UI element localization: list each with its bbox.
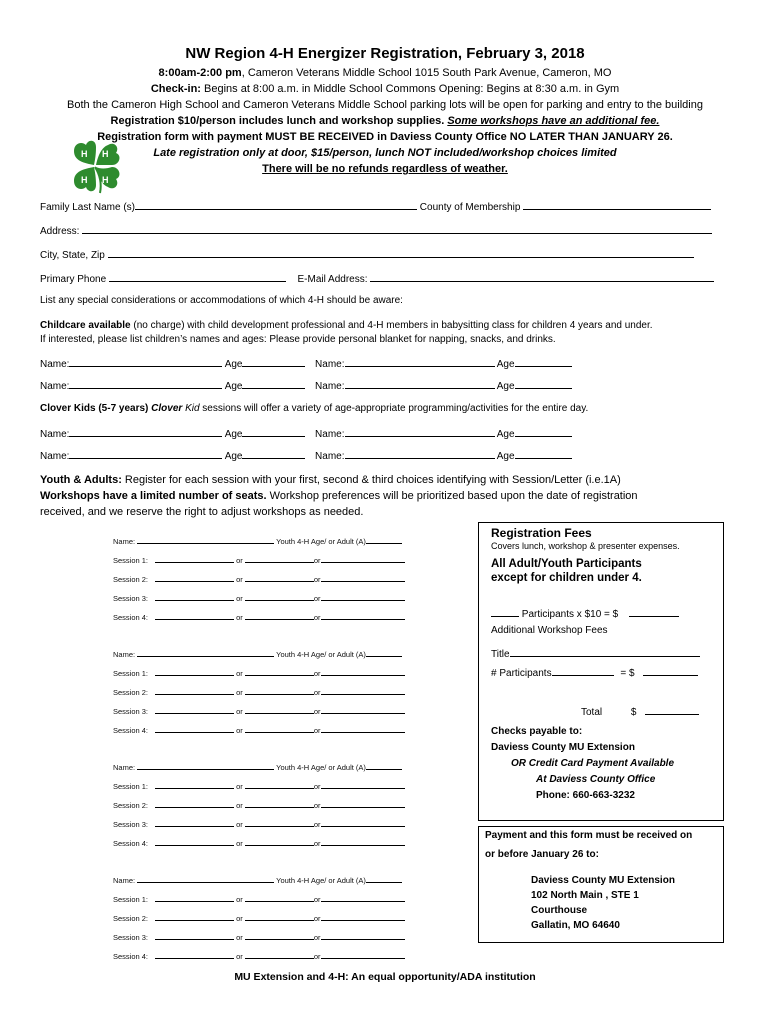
- youth-adults-info: [40, 474, 621, 486]
- or-label: or: [236, 895, 243, 904]
- registrant-row: [113, 535, 402, 546]
- session-label: Session 3:: [113, 594, 149, 603]
- session-choice-3-field[interactable]: [321, 573, 405, 582]
- or-label: or: [236, 801, 243, 810]
- childcare-label: Childcare available: [40, 320, 131, 331]
- session-label: Session 2:: [113, 575, 149, 584]
- clover-name-label: Name:: [40, 429, 70, 440]
- registrant-name-field[interactable]: [137, 874, 274, 883]
- session-choice-1-field[interactable]: [155, 912, 234, 921]
- or-label: or: [236, 782, 243, 791]
- mail-address-3: Courthouse: [531, 905, 588, 916]
- session-choice-3-field[interactable]: [321, 818, 405, 827]
- session-row: [113, 686, 405, 697]
- title-label: Title: [491, 649, 510, 660]
- session-choice-3-field[interactable]: [321, 950, 405, 959]
- child-age-field[interactable]: [242, 377, 305, 389]
- session-choice-2-field[interactable]: [245, 799, 314, 808]
- office-phone: Phone: 660-663-3232: [536, 790, 635, 801]
- child-name-label: Name:: [315, 381, 345, 392]
- session-row: [113, 931, 405, 942]
- session-choice-1-field[interactable]: [155, 799, 234, 808]
- youth-adult-field[interactable]: [366, 648, 402, 657]
- session-row: [113, 554, 405, 565]
- child-age-label: Age: [496, 359, 515, 370]
- session-row: [113, 837, 405, 848]
- svg-text:H: H: [81, 175, 88, 185]
- session-label: Session 1:: [113, 895, 149, 904]
- svg-text:H: H: [81, 149, 88, 159]
- clover-kid-row: [40, 425, 572, 440]
- late-registration-info: Late registration only at door, $15/person, lunch NOT included/workshop choices limited: [153, 147, 617, 159]
- email-label: E-Mail Address:: [297, 274, 368, 285]
- or-label: or: [313, 952, 321, 961]
- or-label: or: [313, 707, 321, 716]
- session-choice-2-field[interactable]: [245, 611, 314, 620]
- session-choice-3-field[interactable]: [321, 611, 405, 620]
- session-choice-1-field[interactable]: [155, 931, 234, 940]
- clover-kids-label: Clover Kids (5-7 years): [40, 403, 149, 414]
- checkin-info: [0, 83, 770, 95]
- parking-info: Both the Cameron High School and Cameron Veterans Middle School parking lots will be open for parking and entry to the building: [67, 99, 703, 111]
- fee-note: Some workshops have an additional fee.: [447, 115, 660, 127]
- address-row: [40, 222, 712, 237]
- session-choice-2-field[interactable]: [245, 724, 314, 733]
- phone-field[interactable]: [109, 270, 286, 282]
- eq-label: = $: [620, 668, 635, 679]
- clover-name-label: Name:: [315, 451, 345, 462]
- session-choice-2-field[interactable]: [245, 912, 314, 921]
- clover-name-field[interactable]: [345, 425, 495, 437]
- clover-name-field[interactable]: [69, 447, 222, 459]
- total-label: Total: [581, 707, 603, 718]
- youth-adult-label: Youth 4-H Age/ or Adult (A): [276, 650, 366, 659]
- phone-email-row: [40, 270, 714, 285]
- session-row: [113, 818, 405, 829]
- additional-fees-label: Additional Workshop Fees: [491, 625, 608, 636]
- session-choice-2-field[interactable]: [245, 837, 314, 846]
- fees-all-participants: All Adult/Youth Participants: [491, 558, 642, 570]
- youth-label: Youth & Adults:: [40, 474, 122, 486]
- session-choice-1-field[interactable]: [155, 554, 234, 563]
- youth-adult-label: Youth 4-H Age/ or Adult (A): [276, 876, 366, 885]
- or-label: or: [236, 575, 243, 584]
- session-choice-2-field[interactable]: [245, 573, 314, 582]
- clover-age-field[interactable]: [242, 447, 305, 459]
- session-label: Session 4:: [113, 839, 149, 848]
- session-choice-3-field[interactable]: [321, 912, 405, 921]
- clover-name-field[interactable]: [69, 425, 222, 437]
- session-label: Session 1:: [113, 669, 149, 678]
- clover-name-label: Name:: [315, 429, 345, 440]
- session-row: [113, 912, 405, 923]
- youth-adult-field[interactable]: [366, 535, 402, 544]
- session-row: [113, 799, 405, 810]
- family-name-field[interactable]: [135, 198, 417, 210]
- session-label: Session 4:: [113, 613, 149, 622]
- at-office-note: At Daviess County Office: [536, 774, 656, 785]
- or-label: or: [236, 688, 243, 697]
- or-label: or: [313, 669, 321, 678]
- clover-age-label: Age: [224, 451, 243, 462]
- session-choice-2-field[interactable]: [245, 592, 314, 601]
- or-label: or: [236, 933, 243, 942]
- clover-age-field[interactable]: [515, 447, 572, 459]
- email-field[interactable]: [370, 270, 714, 282]
- deadline-info: Registration form with payment MUST BE RECEIVED in Daviess County Office NO LATER THAN JANUARY 26.: [97, 131, 673, 143]
- family-name-label: Family Last Name (s): [40, 202, 136, 213]
- or-label: or: [236, 707, 243, 716]
- session-choice-3-field[interactable]: [321, 724, 405, 733]
- session-choice-3-field[interactable]: [321, 893, 405, 902]
- session-choice-1-field[interactable]: [155, 686, 234, 695]
- registrant-row: [113, 761, 402, 772]
- childcare-info: [40, 320, 653, 331]
- total-dollar: $: [630, 707, 637, 718]
- or-label: or: [236, 594, 243, 603]
- session-choice-2-field[interactable]: [245, 931, 314, 940]
- checks-payable: Checks payable to:: [491, 726, 583, 737]
- session-choice-2-field[interactable]: [245, 667, 314, 676]
- session-choice-3-field[interactable]: [321, 799, 405, 808]
- workshop-participants-field[interactable]: [552, 664, 614, 676]
- childcare-line2: If interested, please list children’s names and ages: Please provide personal blanket for napping, snacks, and drinks.: [40, 334, 556, 345]
- registrant-name-field[interactable]: [137, 761, 274, 770]
- event-location: , Cameron Veterans Middle School 1015 South Park Avenue, Cameron, MO: [241, 67, 612, 79]
- payment-line1: Payment and this form must be received on: [485, 830, 693, 841]
- workshop-title-field[interactable]: [510, 645, 700, 657]
- youth-adult-field[interactable]: [366, 761, 402, 770]
- session-choice-1-field[interactable]: [155, 705, 234, 714]
- clover-age-label: Age: [224, 429, 243, 440]
- session-row: [113, 573, 405, 584]
- fee-info: [0, 115, 770, 127]
- session-choice-3-field[interactable]: [321, 931, 405, 940]
- total-field[interactable]: [645, 703, 699, 715]
- num-participants-label: # Participants: [491, 668, 552, 679]
- phone-label: Primary Phone: [40, 274, 107, 285]
- child-name-label: Name:: [40, 381, 70, 392]
- county-field[interactable]: [523, 198, 711, 210]
- session-choice-2-field[interactable]: [245, 686, 314, 695]
- child-age-field[interactable]: [515, 355, 572, 367]
- registrant-name-label: Name:: [113, 763, 136, 772]
- clover-name-label: Name:: [40, 451, 70, 462]
- or-label: or: [236, 914, 243, 923]
- credit-card-note: OR Credit Card Payment Available: [511, 758, 675, 769]
- youth-line3: received, and we reserve the right to adjust workshops as needed.: [40, 506, 364, 518]
- clover-logo-icon: [62, 137, 128, 195]
- clover-age-field[interactable]: [515, 425, 572, 437]
- fees-participants-row: [491, 605, 679, 620]
- session-choice-2-field[interactable]: [245, 554, 314, 563]
- participant-amount-field[interactable]: [629, 605, 679, 617]
- session-choice-3-field[interactable]: [321, 780, 405, 789]
- child-name-field[interactable]: [69, 355, 222, 367]
- county-label: County of Membership: [419, 202, 521, 213]
- child-age-label: Age: [224, 381, 243, 392]
- session-choice-3-field[interactable]: [321, 592, 405, 601]
- or-label: or: [313, 688, 321, 697]
- or-label: or: [313, 839, 321, 848]
- or-label: or: [313, 556, 321, 565]
- svg-text:H: H: [102, 175, 109, 185]
- session-choice-3-field[interactable]: [321, 667, 405, 676]
- session-row: [113, 950, 405, 961]
- session-choice-3-field[interactable]: [321, 705, 405, 714]
- address-field[interactable]: [82, 222, 712, 234]
- session-choice-3-field[interactable]: [321, 837, 405, 846]
- registrant-row: [113, 648, 402, 659]
- fee-line: Registration $10/person includes lunch and workshop supplies.: [110, 115, 448, 127]
- workshop-limited: [40, 490, 638, 502]
- session-label: Session 2:: [113, 688, 149, 697]
- session-choice-1-field[interactable]: [155, 780, 234, 789]
- limited-label: Workshops have a limited number of seats.: [40, 490, 267, 502]
- fees-covers: Covers lunch, workshop & presenter expenses.: [491, 541, 680, 551]
- registrant-name-field[interactable]: [137, 535, 274, 544]
- session-choice-3-field[interactable]: [321, 554, 405, 563]
- clover-kid: Kid: [182, 403, 200, 414]
- session-row: [113, 705, 405, 716]
- or-label: or: [236, 556, 243, 565]
- session-label: Session 3:: [113, 707, 149, 716]
- child-name-field[interactable]: [345, 355, 495, 367]
- or-label: or: [236, 839, 243, 848]
- session-label: Session 4:: [113, 726, 149, 735]
- session-label: Session 1:: [113, 782, 149, 791]
- or-label: or: [236, 820, 243, 829]
- session-choice-2-field[interactable]: [245, 893, 314, 902]
- or-label: or: [313, 820, 321, 829]
- session-choice-2-field[interactable]: [245, 950, 314, 959]
- session-row: [113, 592, 405, 603]
- session-choice-1-field[interactable]: [155, 818, 234, 827]
- childcare-text: (no charge) with child development professional and 4-H members in babysitting class for children 4 years and under.: [130, 320, 653, 331]
- fees-title: Registration Fees: [491, 526, 592, 540]
- clover-name-field[interactable]: [345, 447, 495, 459]
- session-row: [113, 724, 405, 735]
- or-label: or: [313, 801, 321, 810]
- session-choice-1-field[interactable]: [155, 573, 234, 582]
- registrant-name-label: Name:: [113, 537, 136, 546]
- workshop-amount-field[interactable]: [643, 664, 698, 676]
- preference-text: Workshop preferences will be prioritized based upon the date of registration: [266, 490, 638, 502]
- session-row: [113, 667, 405, 678]
- child-name-label: Name:: [40, 359, 70, 370]
- city-row: [40, 246, 694, 261]
- session-choice-3-field[interactable]: [321, 686, 405, 695]
- session-choice-1-field[interactable]: [155, 592, 234, 601]
- mail-address-1: Daviess County MU Extension: [531, 875, 675, 886]
- workshop-title-row: [491, 645, 700, 660]
- address-label: Address:: [40, 226, 80, 237]
- session-choice-1-field[interactable]: [155, 724, 234, 733]
- child-row: [40, 377, 572, 392]
- participants-text: Participants x $10 = $: [519, 609, 619, 620]
- child-row: [40, 355, 572, 370]
- footer: MU Extension and 4-H: An equal opportunity/ADA institution: [234, 971, 536, 983]
- checkin-text: Begins at 8:00 a.m. in Middle School Commons Opening: Begins at 8:30 a.m. in Gym: [204, 83, 620, 95]
- child-name-field[interactable]: [345, 377, 495, 389]
- child-age-field[interactable]: [515, 377, 572, 389]
- payee-name: Daviess County MU Extension: [491, 742, 635, 753]
- workshop-participants-row: [491, 664, 698, 679]
- or-label: or: [313, 575, 321, 584]
- youth-adult-field[interactable]: [366, 874, 402, 883]
- family-name-row: [40, 198, 711, 213]
- session-label: Session 2:: [113, 801, 149, 810]
- clover-age-label: Age: [496, 451, 515, 462]
- checkin-label: Check-in:: [150, 83, 201, 95]
- child-name-field[interactable]: [69, 377, 222, 389]
- session-row: [113, 611, 405, 622]
- session-label: Session 2:: [113, 914, 149, 923]
- registrant-name-field[interactable]: [137, 648, 274, 657]
- child-age-label: Age: [224, 359, 243, 370]
- session-choice-1-field[interactable]: [155, 611, 234, 620]
- clover-kids-info: [40, 403, 588, 414]
- or-label: or: [313, 613, 321, 622]
- payment-line2: or before January 26 to:: [485, 849, 599, 860]
- or-label: or: [236, 669, 243, 678]
- participant-count-field[interactable]: [491, 605, 519, 617]
- mail-address-4: Gallatin, MO 64640: [531, 920, 620, 931]
- clover-age-field[interactable]: [242, 425, 305, 437]
- or-label: or: [313, 594, 321, 603]
- session-choice-2-field[interactable]: [245, 818, 314, 827]
- clover-italic: Clover: [151, 403, 183, 414]
- session-choice-2-field[interactable]: [245, 780, 314, 789]
- fees-except-children: except for children under 4.: [491, 572, 642, 584]
- youth-text: Register for each session with your first, second & third choices identifying with Session/Letter (i.e.1A): [121, 474, 621, 486]
- session-row: [113, 893, 405, 904]
- or-label: or: [313, 914, 321, 923]
- session-choice-1-field[interactable]: [155, 667, 234, 676]
- refund-policy: There will be no refunds regardless of weather.: [262, 163, 508, 175]
- clover-age-label: Age: [496, 429, 515, 440]
- mail-address-2: 102 North Main , STE 1: [531, 890, 639, 901]
- clover-kids-text: sessions will offer a variety of age-appropriate programming/activities for the entire day.: [199, 403, 589, 414]
- session-choice-1-field[interactable]: [155, 893, 234, 902]
- svg-text:H: H: [102, 149, 109, 159]
- child-age-label: Age: [496, 381, 515, 392]
- or-label: or: [236, 726, 243, 735]
- clover-kid-row: [40, 447, 572, 462]
- event-time: 8:00am-2:00 pm: [158, 67, 242, 79]
- session-label: Session 4:: [113, 952, 149, 961]
- session-label: Session 3:: [113, 933, 149, 942]
- session-label: Session 3:: [113, 820, 149, 829]
- or-label: or: [313, 933, 321, 942]
- city-field[interactable]: [108, 246, 694, 258]
- page-title: NW Region 4-H Energizer Registration, February 3, 2018: [185, 45, 585, 62]
- child-name-label: Name:: [315, 359, 345, 370]
- city-label: City, State, Zip: [40, 250, 105, 261]
- or-label: or: [236, 952, 243, 961]
- session-choice-1-field[interactable]: [155, 837, 234, 846]
- registrant-row: [113, 874, 402, 885]
- or-label: or: [313, 782, 321, 791]
- special-considerations: List any special considerations or accommodations of which 4-H should be aware:: [40, 295, 403, 306]
- registrant-name-label: Name:: [113, 650, 136, 659]
- or-label: or: [313, 726, 321, 735]
- or-label: or: [236, 613, 243, 622]
- or-label: or: [313, 895, 321, 904]
- youth-adult-label: Youth 4-H Age/ or Adult (A): [276, 537, 366, 546]
- session-row: [113, 780, 405, 791]
- child-age-field[interactable]: [242, 355, 305, 367]
- session-choice-2-field[interactable]: [245, 705, 314, 714]
- total-row: [581, 703, 699, 718]
- youth-adult-label: Youth 4-H Age/ or Adult (A): [276, 763, 366, 772]
- session-choice-1-field[interactable]: [155, 950, 234, 959]
- registrant-name-label: Name:: [113, 876, 136, 885]
- session-label: Session 1:: [113, 556, 149, 565]
- event-time-location: [0, 67, 770, 79]
